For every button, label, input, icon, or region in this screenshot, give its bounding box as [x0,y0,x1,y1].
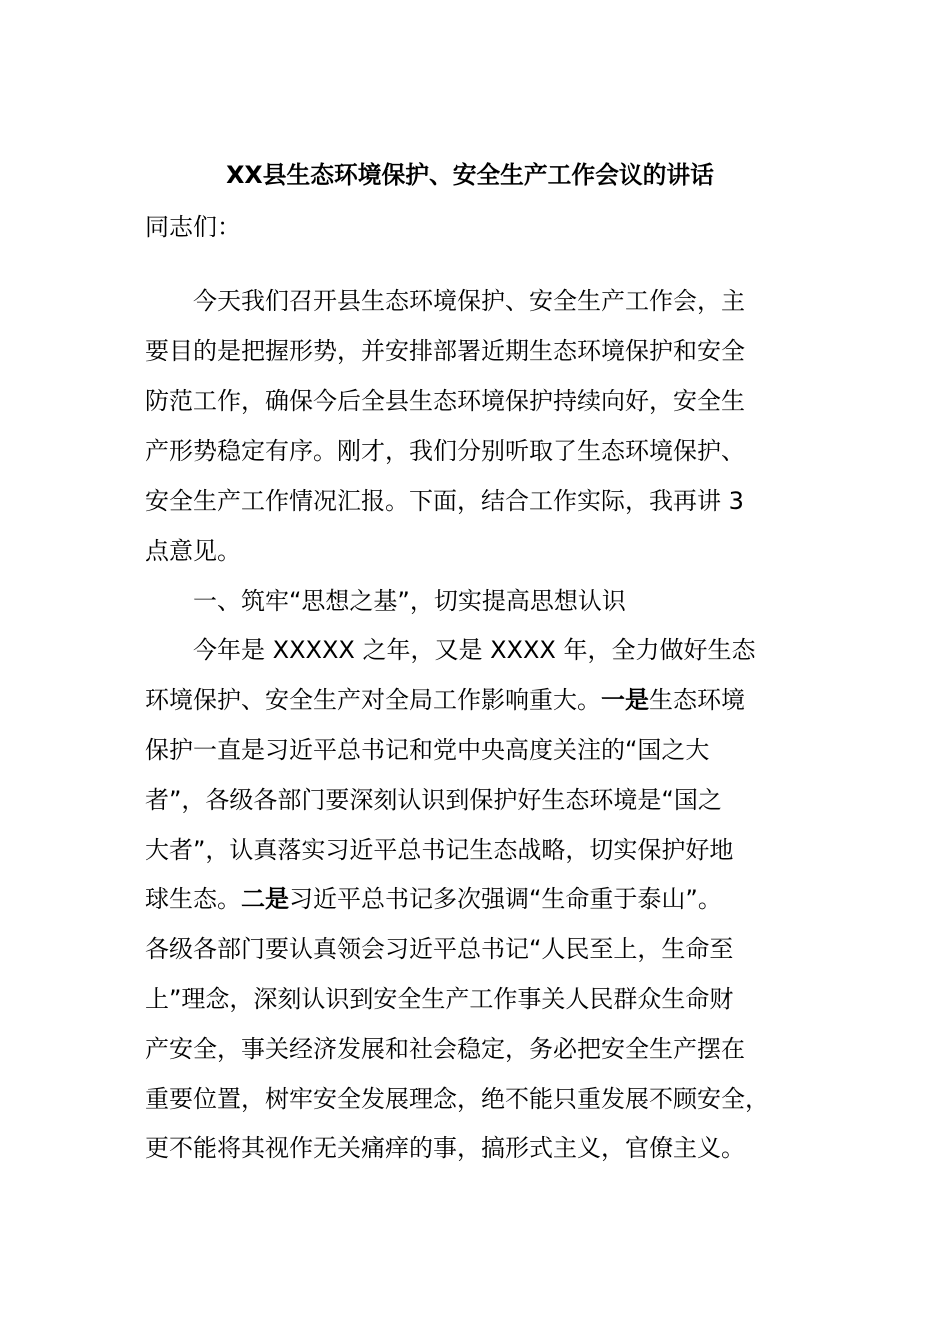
section-1-line-2 [145,682,745,718]
section-1-line-9: 产安全，事关经济发展和社会稳定，务必把安全生产摆在 [145,1035,745,1063]
section-1-heading: 一、筑牢“思想之基”，切实提高思想认识 [193,587,626,615]
point-two-marker: 二是 [241,885,289,913]
intro-line-3: 防范工作，确保今后全县生态环境保护持续向好，安全生 [145,387,745,415]
section-1-line-11: 更不能将其视作无关痛痒的事，搞形式主义，官僚主义。 [145,1134,745,1162]
point-one-marker: 一是 [601,686,649,714]
line-text: 生态环境 [649,686,745,714]
line-text: 球生态。 [145,885,241,913]
salutation: 同志们： [145,213,241,241]
intro-line-4: 产形势稳定有序。刚才，我们分别听取了生态环境保护、 [145,437,745,465]
page-title: XX县生态环境保护、安全生产工作会议的讲话 [226,161,714,189]
section-1-line-10: 重要位置，树牢安全发展理念，绝不能只重发展不顾安全， [145,1085,769,1113]
section-1-line-7: 各级各部门要认真领会习近平总书记“人民至上，生命至 [145,935,734,963]
intro-line-2: 要目的是把握形势，并安排部署近期生态环境保护和安全 [145,337,745,365]
intro-line-1: 今天我们召开县生态环境保护、安全生产工作会，主 [193,287,745,315]
intro-line-5: 安全生产工作情况汇报。下面，结合工作实际，我再讲 3 [145,487,744,515]
section-1-line-3: 保护一直是习近平总书记和党中央高度关注的“国之大 [145,736,710,764]
section-1-line-1: 今年是 XXXXX 之年，又是 XXXX 年，全力做好生态 [193,636,756,664]
section-1-line-4: 者”，各级各部门要深刻认识到保护好生态环境是“国之 [145,786,722,814]
section-1-line-8: 上”理念，深刻认识到安全生产工作事关人民群众生命财 [145,985,734,1013]
section-1-line-5: 大者”，认真落实习近平总书记生态战略，切实保护好地 [145,836,734,864]
section-1-line-6 [145,881,722,917]
line-text: 环境保护、安全生产对全局工作影响重大。 [145,686,601,714]
intro-line-6: 点意见。 [145,537,241,565]
line-text: 习近平总书记多次强调“生命重于泰山”。 [289,885,722,913]
